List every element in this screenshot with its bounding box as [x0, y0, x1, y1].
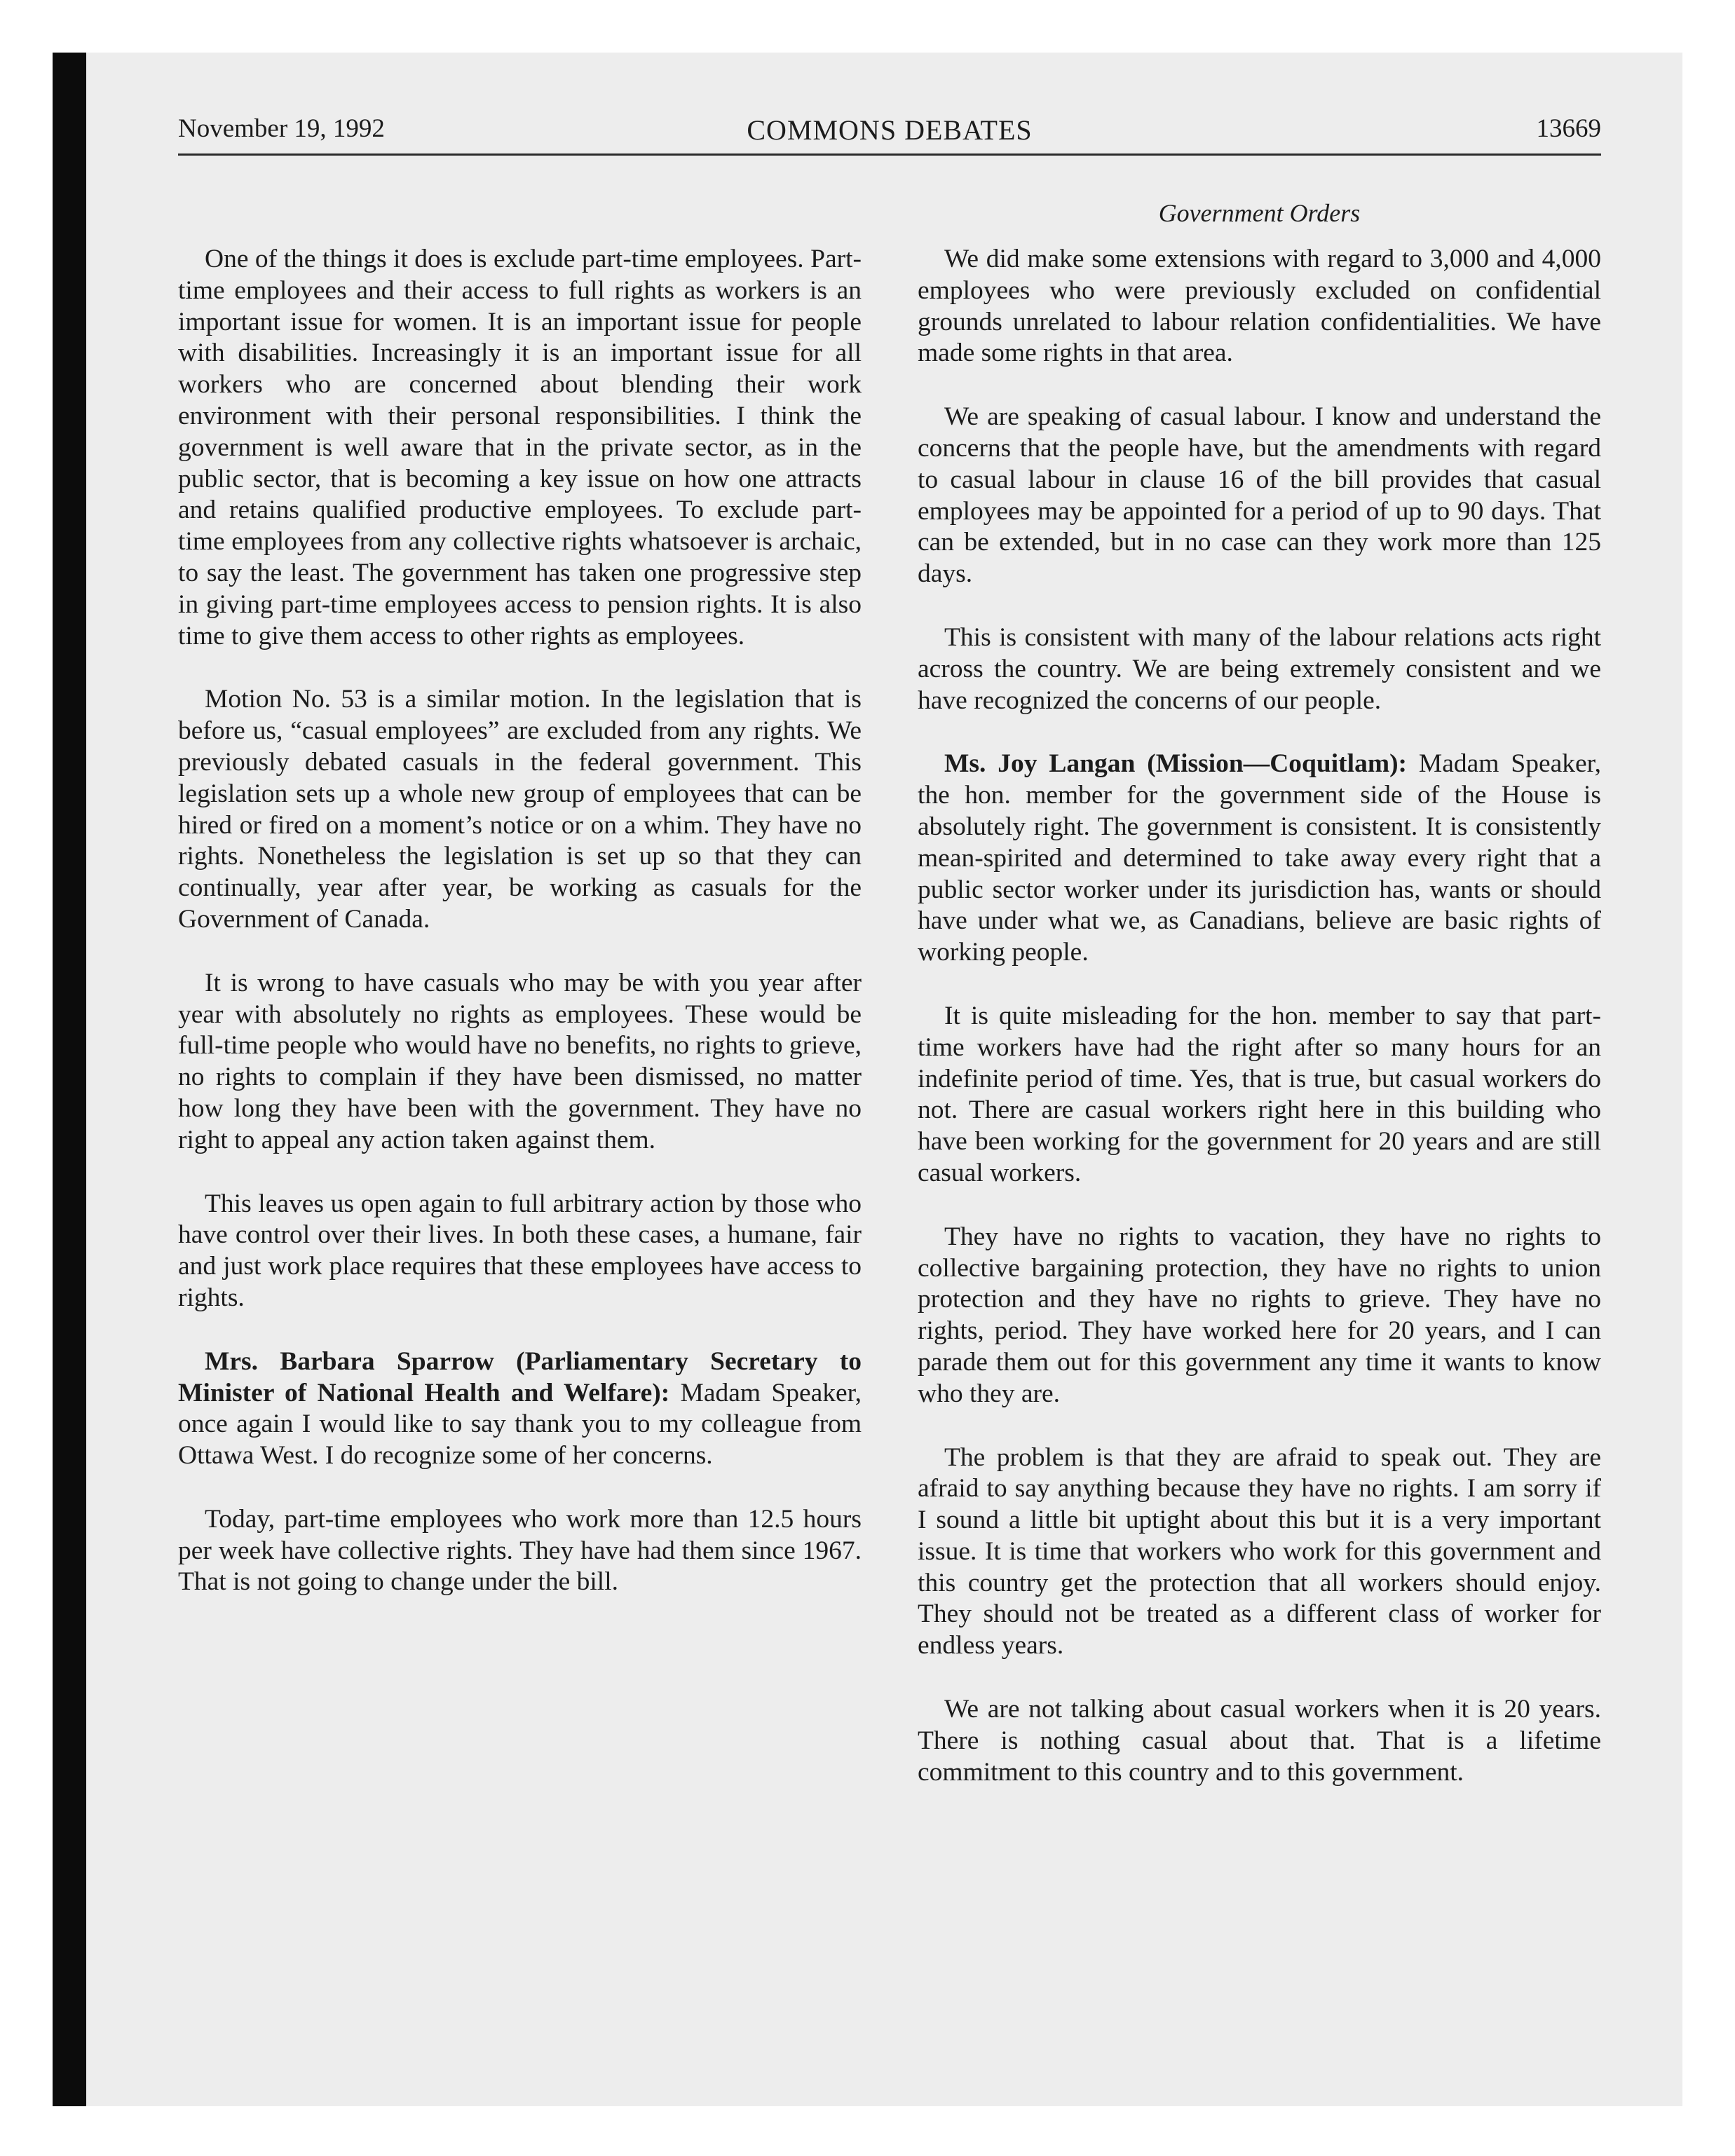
- header-page-number: 13669: [1536, 114, 1601, 143]
- speaker-name: Ms. Joy Langan (Mission—Coquitlam):: [944, 749, 1408, 779]
- speaker-paragraph: [918, 749, 1601, 969]
- speaker-name: Mrs. Barbara Sparrow (Parliamentary Secretary to Minister of National Health and Welfare):: [178, 1346, 862, 1407]
- speaker-text: Madam Speaker, the hon. member for the government side of the House is absolutely right. The government is consistent. It is consistently mean-spirited and determined to take away every right that a public sector worker under its jurisdiction has, wants or should have under what we, as Canadians, believe are basic rights of working people.: [918, 749, 1601, 967]
- paragraph: The problem is that they are afraid to speak out. They are afraid to say anything because they have no rights. I am sorry if I sound a little bit uptight about this but it is a very important issue. It is time that workers who work for this government and this country get the protection that all workers should enjoy. They should not be treated as a different class of worker for endless years.: [918, 1442, 1601, 1660]
- speaker-paragraph: [178, 1346, 862, 1472]
- paragraph: One of the things it does is exclude part-time employees. Part-time employees and their access to full rights as workers is an important issue for women. It is an important issue for people with disabilities. Increasingly it is an important issue for all workers who are concerned about blending their work environment with their personal responsibilities. I think the government is well aware that in the private sector, as in the public sector, that is becoming a key issue on how one attracts and retains qualified productive employees. To exclude part-time employees from any collective rights whatsoever is archaic, to say the least. The government has taken one progressive step in giving part-time employees access to pension rights. It is also time to give them access to other rights as employees.: [178, 245, 862, 650]
- paragraph: It is quite misleading for the hon. member to say that part-time workers have had the right after so many hours for an indefinite period of time. Yes, that is true, but casual workers do not. There are casual workers right here in this building who have been working for the government for 20 years and are still casual workers.: [918, 1001, 1601, 1187]
- header-title: COMMONS DEBATES: [747, 114, 1033, 146]
- right-column: [918, 244, 1601, 1820]
- paragraph: This is consistent with many of the labour relations acts right across the country. We are being extremely consistent and we have recognized the concerns of our people.: [918, 622, 1601, 715]
- paragraph: Today, part-time employees who work more than 12.5 hours per week have collective rights. They have had them since 1967. That is not going to change under the bill.: [178, 1504, 862, 1597]
- paragraph: They have no rights to vacation, they have no rights to collective bargaining protection, they have no rights to union protection and they have no rights to grieve. They have no rights, period. They have worked here for 20 years, and I can parade them out for this government any time it wants to know who they are.: [918, 1222, 1601, 1408]
- paragraph: We are not talking about casual workers when it is 20 years. There is nothing casual about that. That is a lifetime commitment to this country and to this government.: [918, 1695, 1601, 1787]
- header-rule: [178, 153, 1601, 156]
- speaker-text: Madam Speaker, once again I would like to say thank you to my colleague from Ottawa West. I do recognize some of her concerns.: [178, 1378, 862, 1471]
- scan-binding-edge: [53, 53, 86, 2106]
- running-header: [178, 114, 1601, 156]
- left-column: [178, 244, 862, 1630]
- document-page: [178, 0, 1601, 2156]
- paragraph: We are speaking of casual labour. I know and understand the concerns that the people have, but the amendments with regard to casual labour in clause 16 of the bill provides that casual employees may be appointed for a period of up to 90 days. That can be extended, but in no case can they work more than 125 days.: [918, 402, 1601, 589]
- section-heading: Government Orders: [1158, 199, 1361, 227]
- paragraph: Motion No. 53 is a similar motion. In the legislation that is before us, “casual employees” are excluded from any rights. We previously debated casuals in the federal government. This legislation sets up a whole new group of employees that can be hired or fired on a moment’s notice or on a whim. They have no rights. Nonetheless the legislation is set up so that they can continually, year after year, be working as casuals for the Government of Canada.: [178, 685, 862, 934]
- paragraph: It is wrong to have casuals who may be with you year after year with absolutely no rights as employees. These would be full-time people who would have no benefits, no rights to grieve, no rights to complain if they have been dismissed, no matter how long they have been with the government. They have no right to appeal any action taken against them.: [178, 968, 862, 1154]
- paragraph: This leaves us open again to full arbitrary action by those who have control over their lives. In both these cases, a humane, fair and just work place requires that these employees have access to rights.: [178, 1189, 862, 1312]
- header-date: November 19, 1992: [178, 114, 385, 143]
- paragraph: We did make some extensions with regard to 3,000 and 4,000 employees who were previously excluded on confidential grounds unrelated to labour relation confidentialities. We have made some rights in that area.: [918, 245, 1601, 368]
